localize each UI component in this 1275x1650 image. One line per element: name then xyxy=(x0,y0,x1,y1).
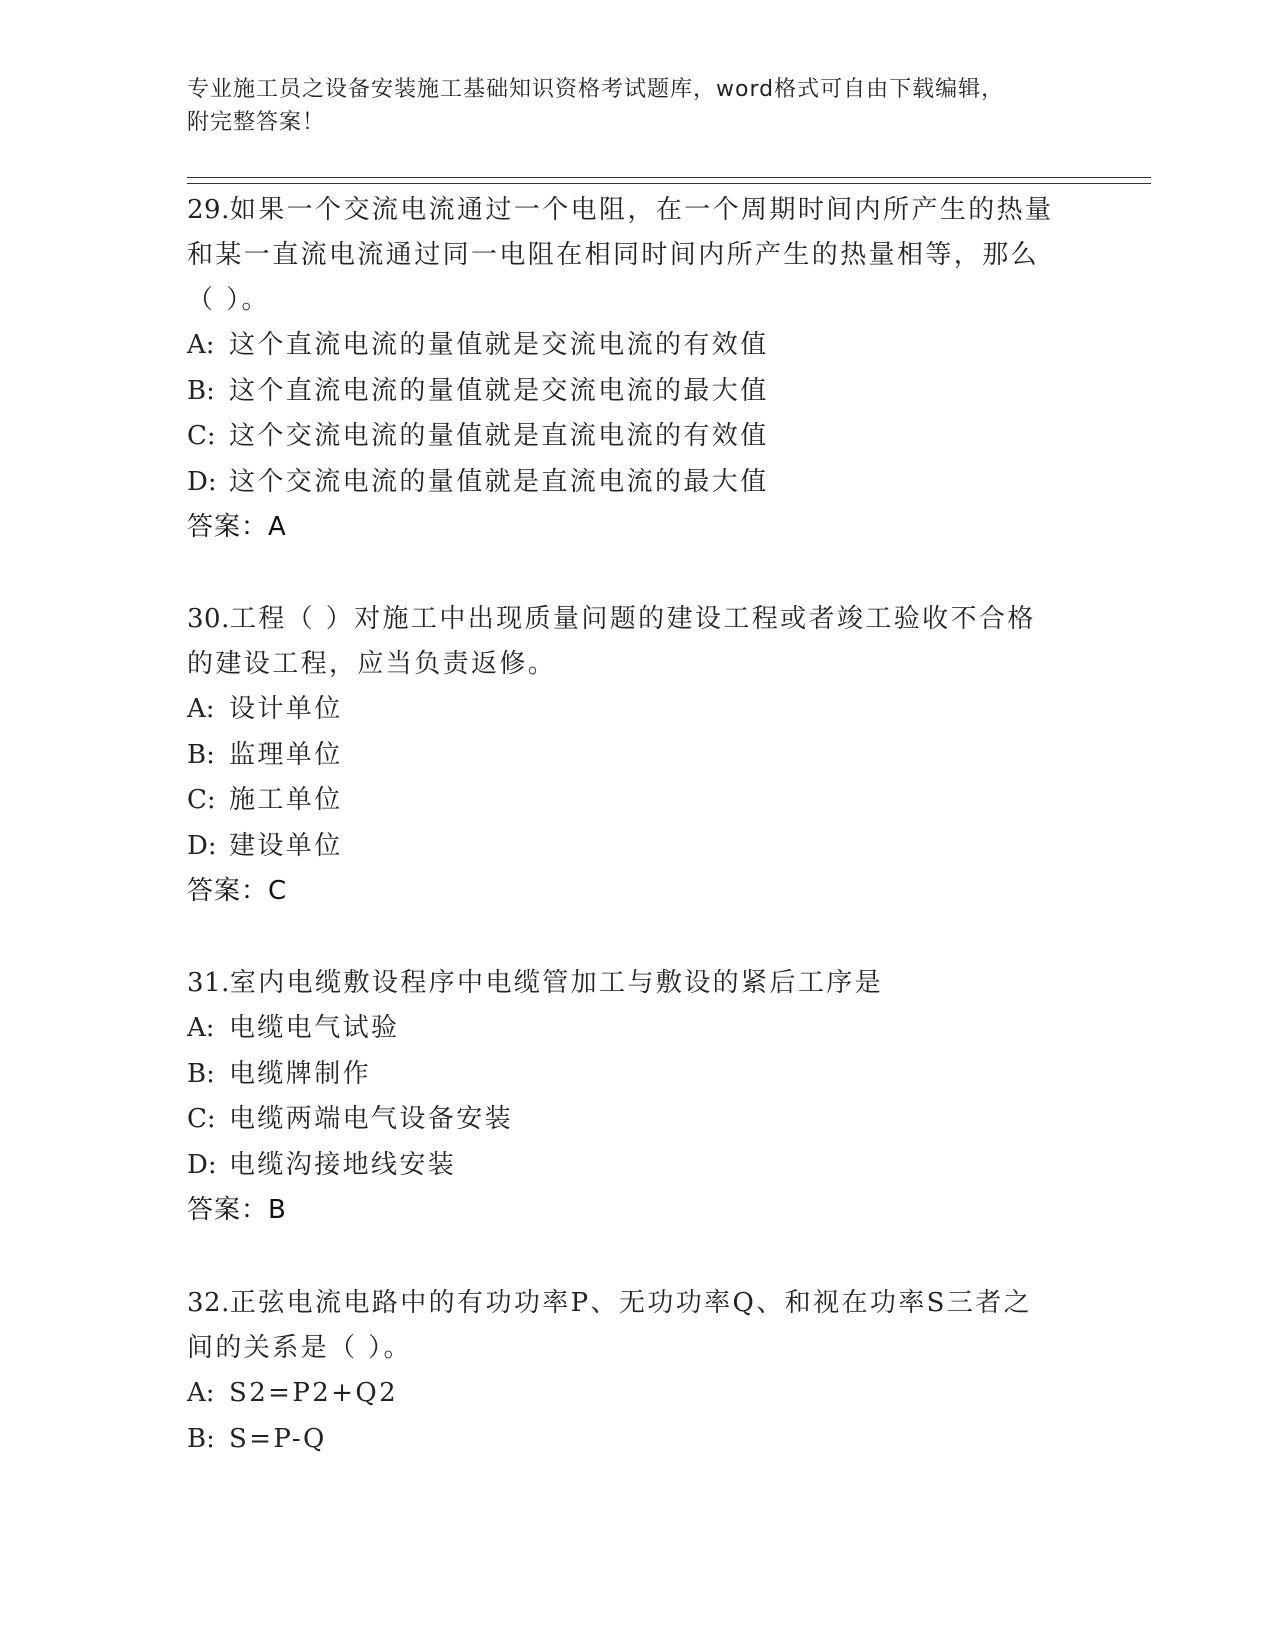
question-number: 31. xyxy=(187,968,230,998)
option-text: 施工单位 xyxy=(229,785,343,815)
option-text: 这个交流电流的量值就是直流电流的有效值 xyxy=(229,421,769,451)
option-text: 设计单位 xyxy=(229,694,343,724)
option-d xyxy=(187,460,1087,506)
question-line: （ ）。 xyxy=(187,285,270,315)
option-c xyxy=(187,778,1087,824)
option-b xyxy=(187,1417,1087,1463)
question-line: 正弦电流电路中的有功功率P、无功功率Q、和视在功率S三者之 xyxy=(229,1288,1033,1318)
header-divider-bottom xyxy=(187,183,1151,184)
option-c xyxy=(187,1097,1087,1143)
option-text: 电缆两端电气设备安装 xyxy=(229,1104,514,1134)
option-text: S=P-Q xyxy=(229,1423,327,1454)
option-letter: B: xyxy=(187,739,215,770)
answer-line: 答案：B xyxy=(187,1195,287,1225)
question-block xyxy=(187,597,1087,914)
question-line: 室内电缆敷设程序中电缆管加工与敷设的紧后工序是 xyxy=(229,968,884,998)
question-line: 的建设工程，应当负责返修。 xyxy=(187,649,557,679)
question-number: 32. xyxy=(187,1288,230,1318)
question-number: 29. xyxy=(187,195,230,225)
option-b xyxy=(187,369,1087,415)
option-text: 监理单位 xyxy=(229,739,343,770)
question-line: 和某一直流电流通过同一电阻在相同时间内所产生的热量相等，那么 xyxy=(187,240,1040,270)
question-block xyxy=(187,188,1087,550)
question-line: 间的关系是（ ）。 xyxy=(187,1333,412,1363)
question-line: 工程（ ）对施工中出现质量问题的建设工程或者竣工验收不合格 xyxy=(229,604,1036,634)
question-line: 如果一个交流电流通过一个电阻，在一个周期时间内所产生的热量 xyxy=(229,195,1054,225)
option-letter: A: xyxy=(187,1013,215,1043)
option-text: 电缆电气试验 xyxy=(229,1013,400,1043)
option-letter: A: xyxy=(187,330,215,360)
option-text: 这个直流电流的量值就是交流电流的有效值 xyxy=(229,330,769,360)
option-letter: D: xyxy=(187,1149,217,1180)
option-c xyxy=(187,414,1087,460)
option-letter: C: xyxy=(187,785,216,815)
option-text: 电缆牌制作 xyxy=(229,1058,372,1089)
option-b xyxy=(187,1052,1087,1098)
answer-line: 答案：A xyxy=(187,512,287,542)
question-number: 30. xyxy=(187,604,230,634)
option-letter: D: xyxy=(187,466,217,497)
option-letter: B: xyxy=(187,375,215,406)
option-a xyxy=(187,1006,1087,1052)
option-d xyxy=(187,1143,1087,1189)
option-text: S2=P2+Q2 xyxy=(229,1378,399,1408)
option-letter: B: xyxy=(187,1423,215,1454)
header-divider-top xyxy=(187,177,1151,178)
question-text xyxy=(187,188,1087,233)
option-a xyxy=(187,323,1087,369)
option-letter: C: xyxy=(187,1104,216,1134)
option-letter: C: xyxy=(187,421,216,451)
header-line-2: 附完整答案！ xyxy=(187,110,326,135)
option-letter: A: xyxy=(187,1378,215,1408)
option-text: 建设单位 xyxy=(229,830,343,861)
option-text: 这个交流电流的量值就是直流电流的最大值 xyxy=(229,466,769,497)
document-header xyxy=(187,73,1087,139)
question-text xyxy=(187,1281,1087,1326)
option-a xyxy=(187,1371,1087,1417)
option-b xyxy=(187,733,1087,779)
question-block xyxy=(187,961,1087,1233)
option-text: 这个直流电流的量值就是交流电流的最大值 xyxy=(229,375,769,406)
question-text xyxy=(187,597,1087,642)
option-letter: D: xyxy=(187,830,217,861)
question-block xyxy=(187,1281,1087,1462)
answer-line: 答案：C xyxy=(187,876,288,906)
option-letter: A: xyxy=(187,694,215,724)
option-letter: B: xyxy=(187,1058,215,1089)
question-text xyxy=(187,961,1087,1006)
header-line-1: 专业施工员之设备安装施工基础知识资格考试题库，word格式可自由下载编辑， xyxy=(187,77,1005,102)
option-a xyxy=(187,687,1087,733)
option-d xyxy=(187,824,1087,870)
option-text: 电缆沟接地线安装 xyxy=(229,1149,457,1180)
